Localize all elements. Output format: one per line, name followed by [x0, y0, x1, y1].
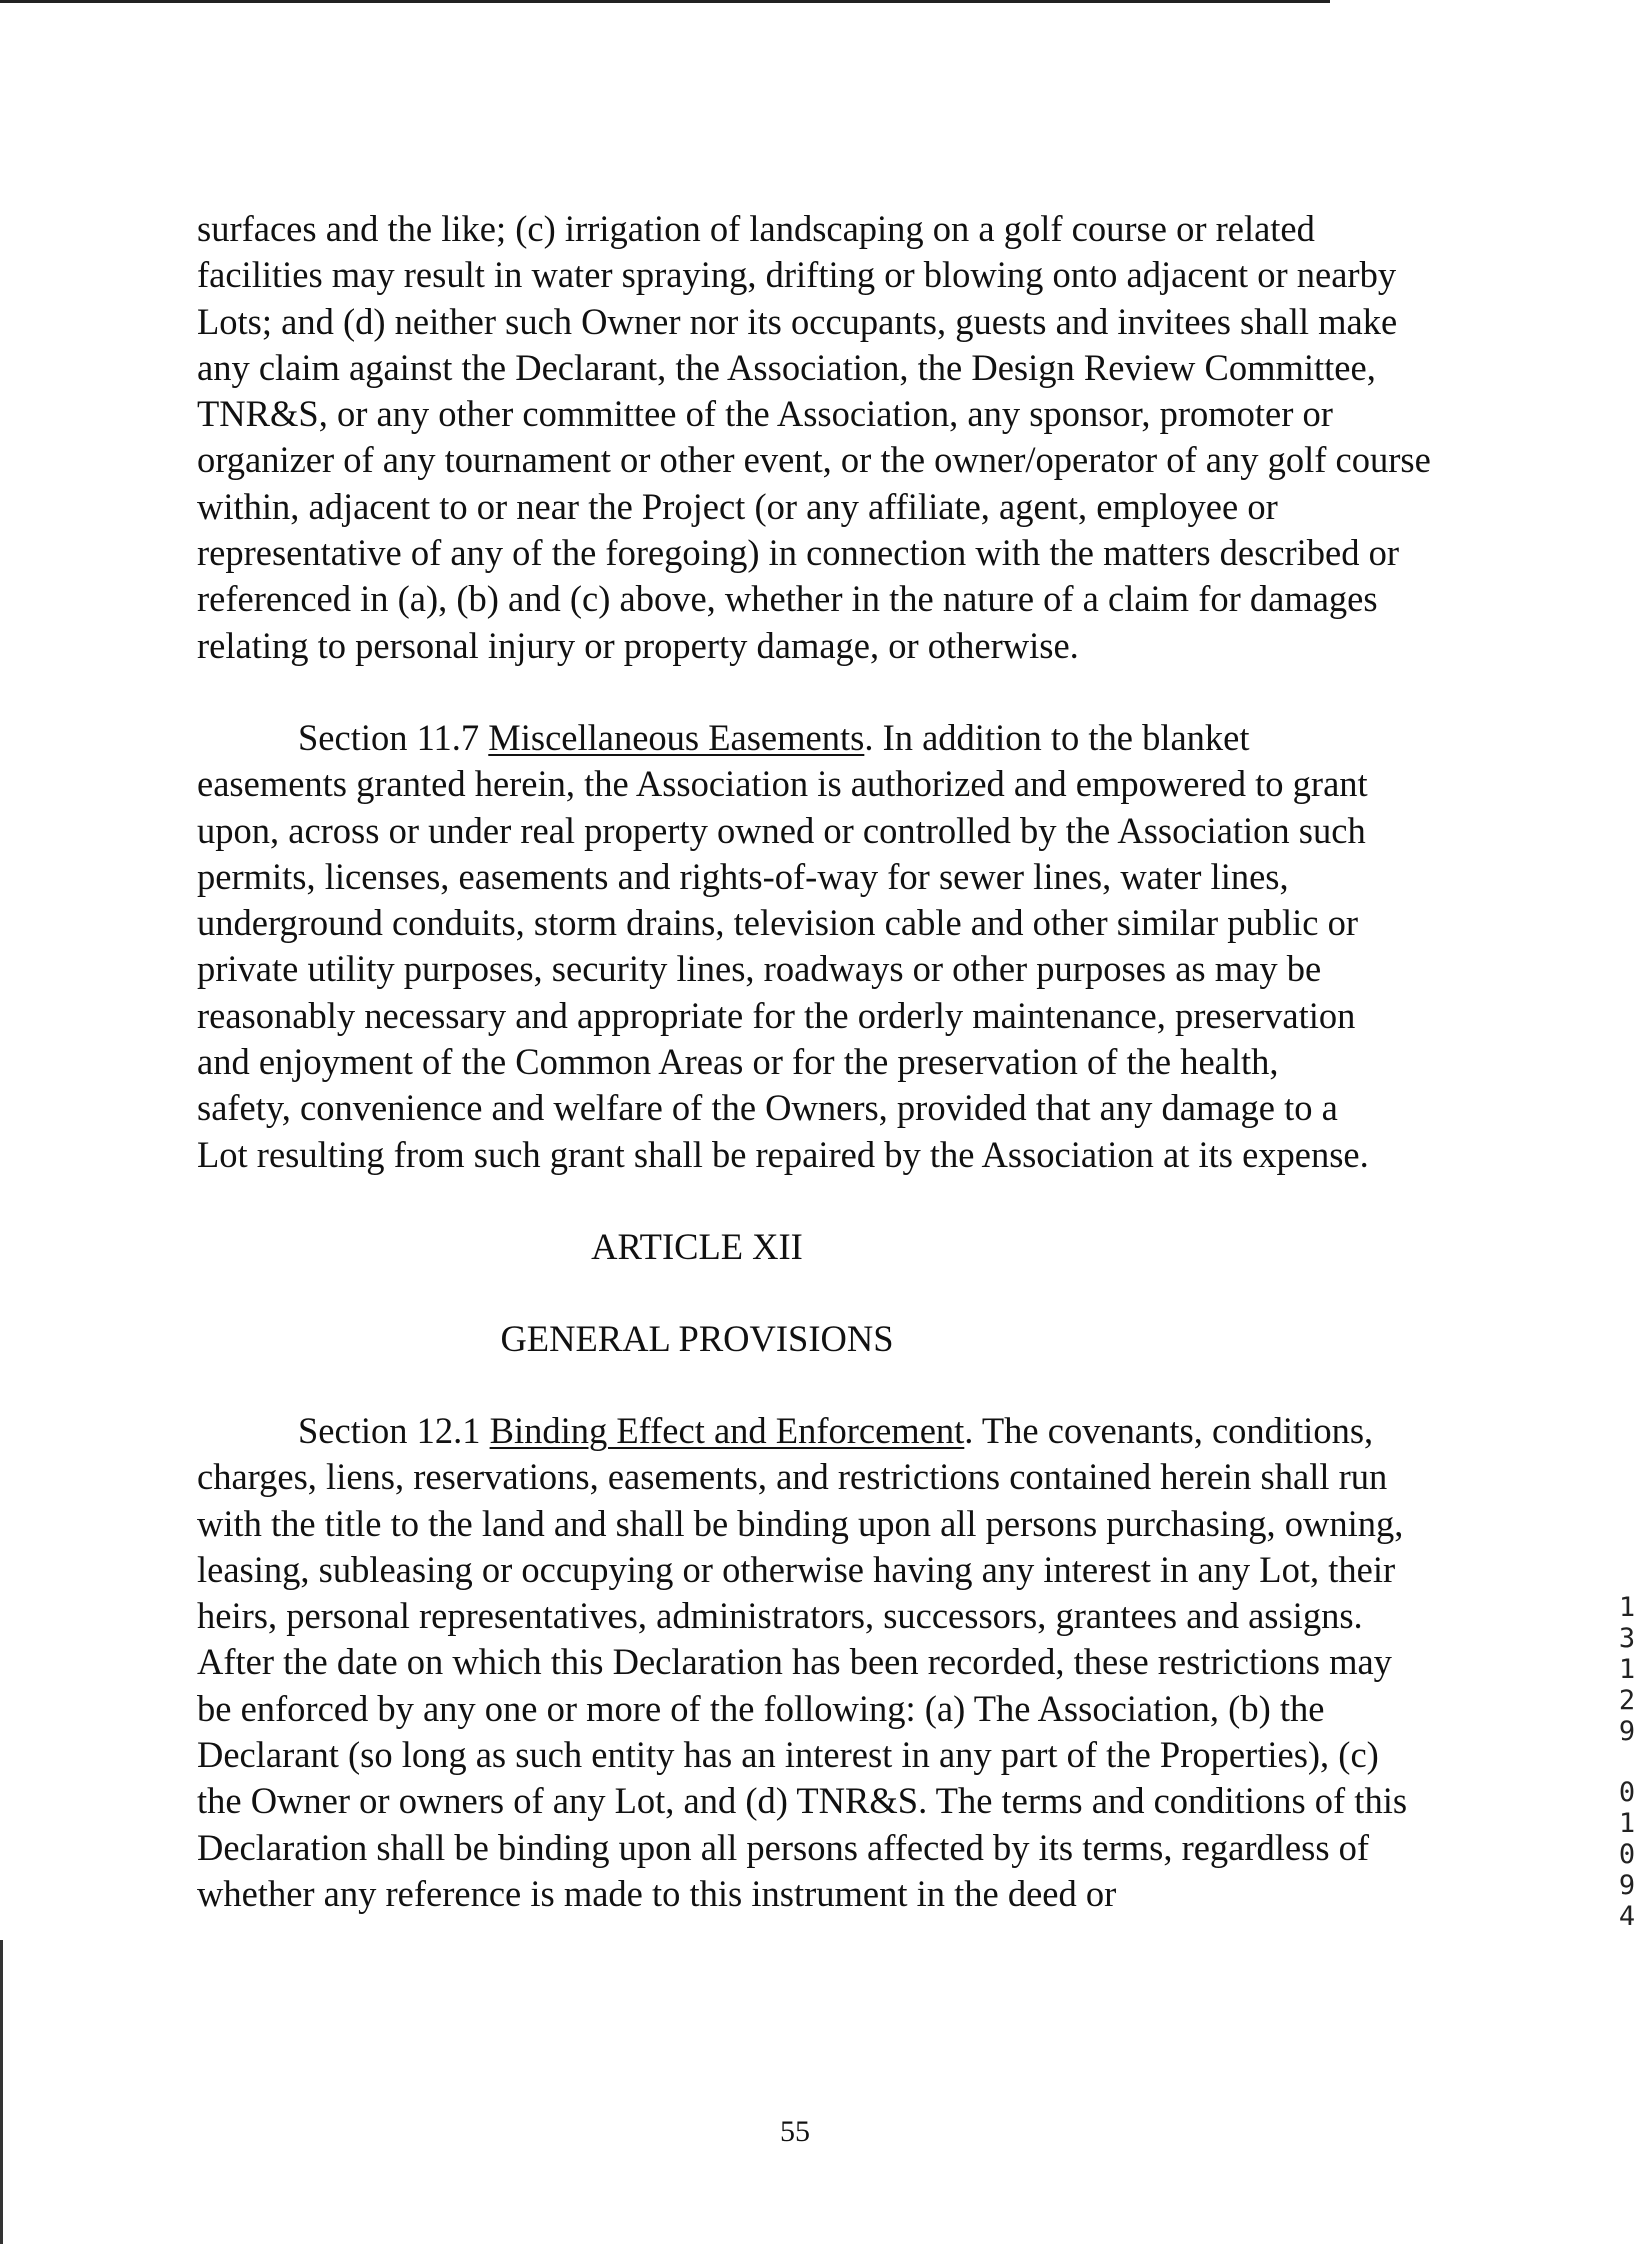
article-heading: ARTICLE XII [591, 1225, 803, 1267]
recording-stamp [1612, 1592, 1642, 1932]
recording-stamp-page: 01094 [1618, 1777, 1636, 1932]
section-12-1-body: . The covenants, conditions, charges, liens, reservations, easements, and restrictions contained herein shall run with the title to the land and shall be binding upon all persons purchasing, owning, leasing, subleasing or occupying or otherwise having any interest in any Lot, their heirs, personal representatives, administrators, successors, grantees and assigns. After the date on which this Declaration has been recorded, these restrictions may be enforced by any one or more of the following: (a) The Association, (b) the Declarant (so long as such entity has an interest in any part of the Properties), (c) the Owner or owners of any Lot, and (d) TNR&S. The terms and conditions of this Declaration shall be binding upon all persons affected by its terms, regardless of whether any reference is made to this instrument in the deed or [197, 1409, 1408, 1914]
section-11-7-body: . In addition to the blanket easements granted herein, the Association is authorized and empowered to grant upon, across or under real property owned or controlled by the Association such permits, licenses, easements and rights-of-way for sewer lines, water lines, underground conduits, storm drains, television cable and other similar public or private utility purposes, security lines, roadways or other purposes as may be reasonably necessary and appropriate for the orderly maintenance, preservation and enjoyment of the Common Areas or for the preservation of the health, safety, convenience and welfare of the Owners, provided that any damage to a Lot resulting from such grant shall be repaired by the Association at its expense. [197, 716, 1369, 1175]
left-border-line [0, 1940, 3, 2244]
section-11-7-title: Miscellaneous Easements [488, 716, 865, 758]
section-11-7-label: Section 11.7 [298, 716, 480, 758]
section-11-7-paragraph [197, 715, 1377, 1178]
top-border-line [0, 0, 1330, 3]
section-12-1-label: Section 12.1 [298, 1409, 481, 1451]
section-12-1-title: Binding Effect and Enforcement [489, 1409, 965, 1451]
document-body [197, 206, 1437, 1917]
section-12-1-paragraph [197, 1408, 1417, 1917]
page-number: 55 [780, 2115, 810, 2148]
article-subheading: GENERAL PROVISIONS [500, 1317, 894, 1359]
continuation-paragraph: surfaces and the like; (c) irrigation of landscaping on a golf course or related facilities may result in water spraying, drifting or blowing onto adjacent or nearby Lots; and (d) neither such Owner nor its occupants, guests and invitees shall make any claim against the Declarant, the Association, the Design Review Committee, TNR&S, or any other committee of the Association, any sponsor, promoter or organizer of any tournament or other event, or the owner/operator of any golf course within, adjacent to or near the Project (or any affiliate, agent, employee or representative of any of the foregoing) in connection with the matters described or referenced in (a), (b) and (c) above, whether in the nature of a claim for damages relating to personal injury or property damage, or otherwise. [197, 208, 1431, 666]
recording-stamp-book: 13129 [1618, 1592, 1636, 1747]
